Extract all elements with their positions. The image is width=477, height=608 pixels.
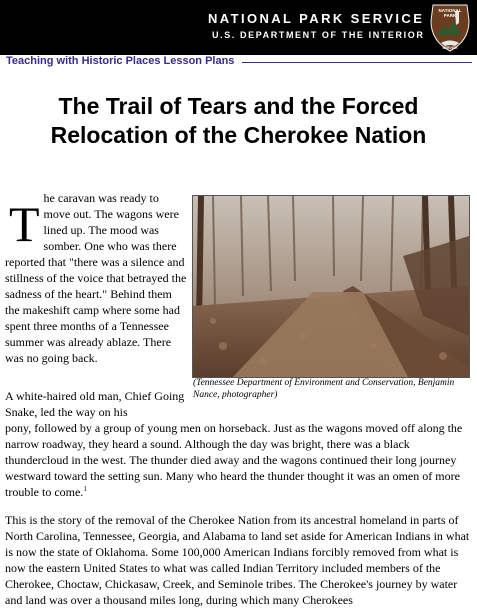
trail-photo [192,195,470,378]
nps-title: NATIONAL PARK SERVICE [208,11,425,26]
nps-arrowhead-logo-icon[interactable] [429,3,471,53]
lesson-plans-link[interactable]: Teaching with Historic Places Lesson Plans [6,55,235,67]
footnote-1[interactable]: 1 [83,485,87,493]
article-intro-column [5,190,187,366]
logo-text-park: PARK [443,13,457,18]
article-paragraph-2 [5,388,475,500]
logo-text-national: NATIONAL [438,8,462,13]
photo-caption: (Tennessee Department of Environment and Conservation, Benjamin Nance, photographer) [193,378,455,400]
subnav-bar [6,55,472,69]
article-paragraph-3: This is the story of the removal of the Cherokee Nation from its ancestral homeland in parts of North Carolina, Tennessee, Georgia, and Alabama to land set aside for American Indians in what is now the state of Oklahoma. Some 100,000 American Indians forcibly removed from what is now the eastern United States to what was called Indian Territory included members of the Cherokee, Choctaw, Chickasaw, Creek, and Seminole tribes. The Cherokee's journey by water and land was over a thousand miles long, during which many Cherokees [5,513,470,607]
nps-subtitle: U.S. DEPARTMENT OF THE INTERIOR [212,30,425,40]
page-title-line-1: The Trail of Tears and the Forced [58,93,419,119]
page-title [0,92,477,150]
article-paragraph-1 [5,190,187,366]
paragraph-2-text: pony, followed by a group of young men on horseback. Just as the wagons moved off along the narrow roadway, they heard a sound. Although the day was bright, there was a black thundercloud in the west. The thunder died away and the wagons continued their long journey westward toward the setting sun. Many who heard the thunder thought it was an omen of more trouble to come. [5,421,463,499]
nps-header [0,0,477,55]
paragraph-2-start: A white-haired old man, Chief Going Snake, led the way on his [5,389,185,419]
drop-cap: T [9,196,40,252]
page-title-line-2: Relocation of the Cherokee Nation [50,122,427,148]
subnav-rule [242,62,472,63]
paragraph-1-text: he caravan was ready to move out. The wagons were lined up. The mood was somber. One who was there reported that "there was a silence and stillness of the voice that betrayed the sadness of the heart." Behind them the makeshift camp where some had spent three months of a Tennessee summer was already ablaze. There was no going back. [5,191,187,365]
logo-text-service: SERVICE [442,46,458,50]
